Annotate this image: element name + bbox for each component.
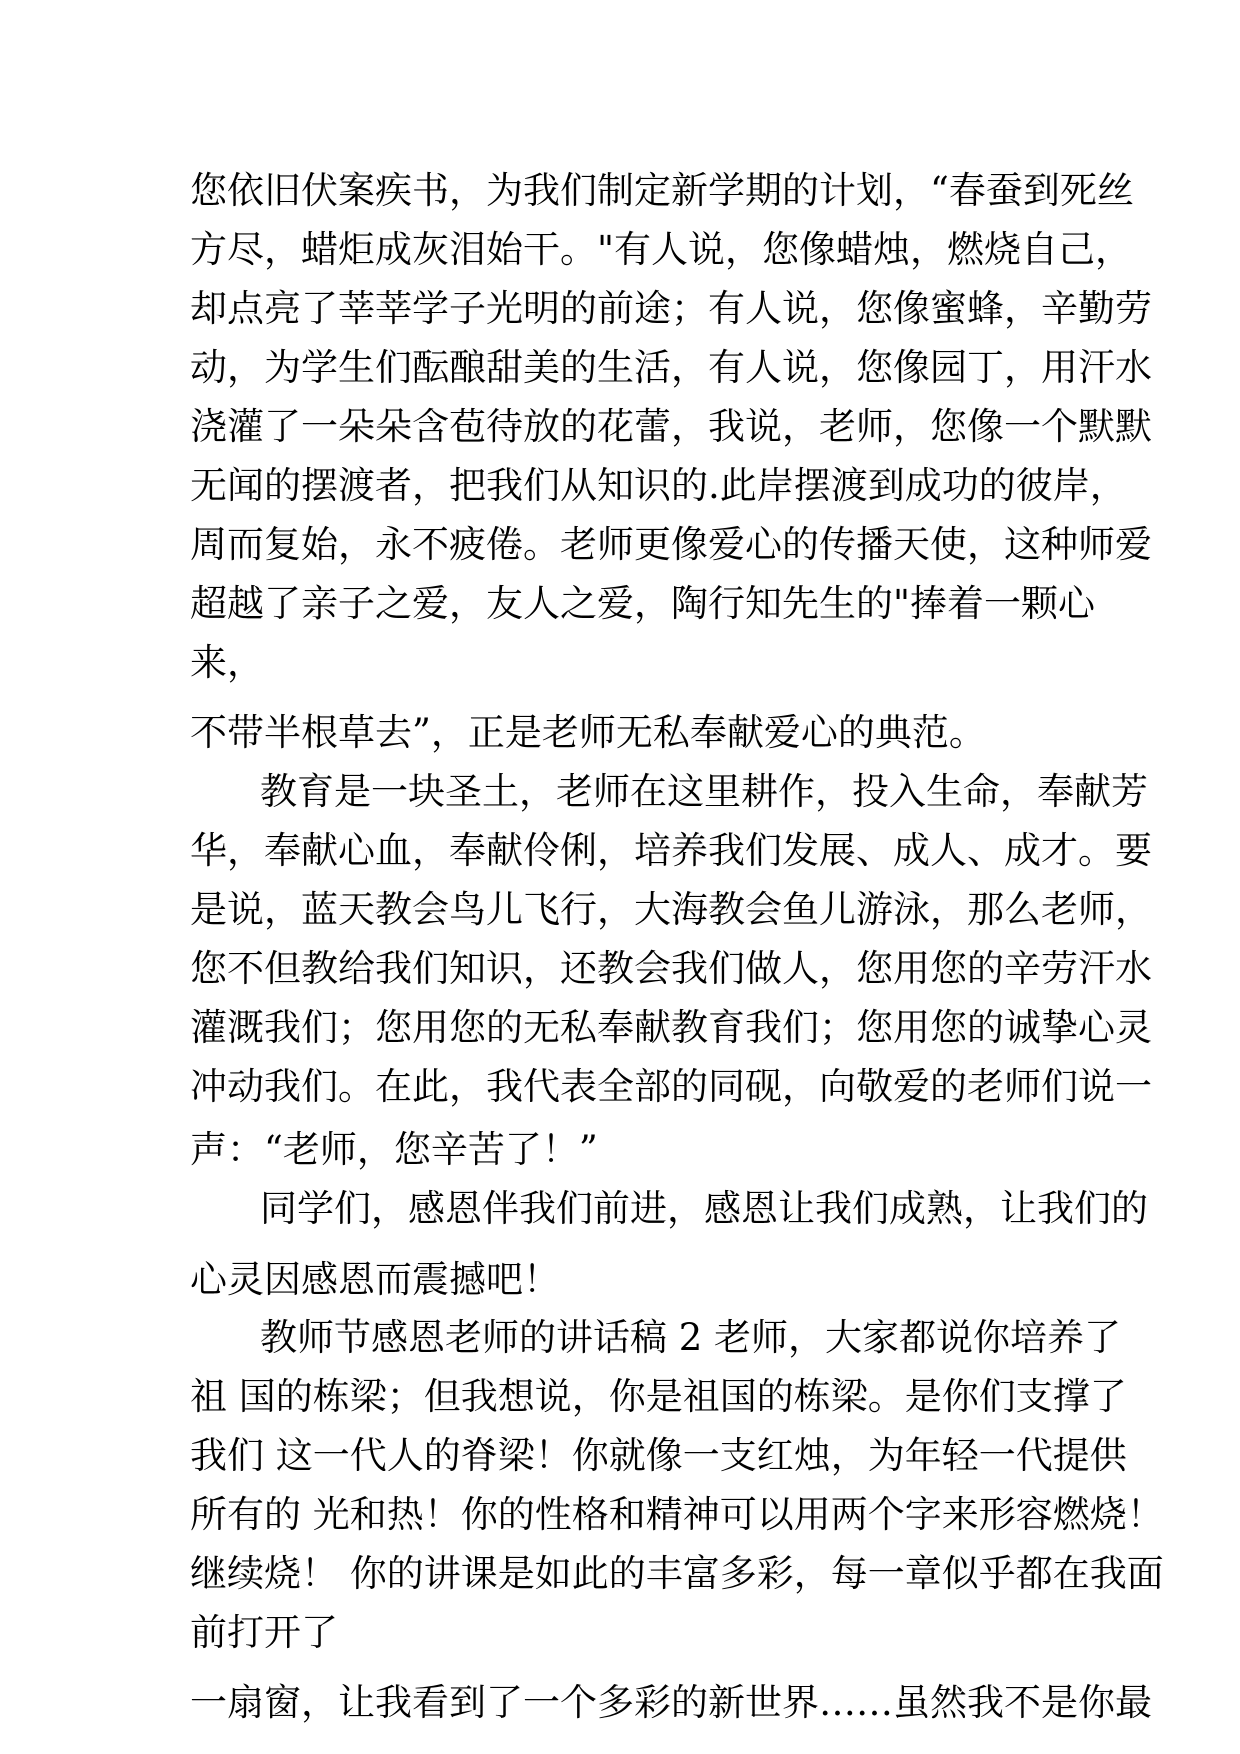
text-line: 超越了亲子之爱，友人之爱，陶行知先生的"捧着一颗心	[190, 582, 1096, 625]
text-line: 前打开了	[190, 1611, 338, 1654]
text-line: 冲动我们。在此，我代表全部的同砚，向敬爱的老师们说一	[190, 1065, 1152, 1108]
text-line: 不带半根草去”，正是老师无私奉献爱心的典范。	[190, 711, 986, 754]
text-line: 动，为学生们酝酿甜美的生活，有人说，您像园丁，用汗水	[190, 346, 1152, 389]
text-line: 却点亮了莘莘学子光明的前途；有人说，您像蜜蜂，辛勤劳	[190, 287, 1152, 330]
paragraph-first-line: 同学们，感恩伴我们前进，感恩让我们成熟，让我们的	[260, 1187, 1148, 1230]
text-line: 浇灌了一朵朵含苞待放的花蕾，我说，老师，您像一个默默	[190, 405, 1152, 448]
paragraph-first-line: 教育是一块圣土，老师在这里耕作，投入生命，奉献芳	[260, 770, 1148, 813]
text-line: 所有的 光和热！你的性格和精神可以用两个字来形容燃烧！	[190, 1493, 1164, 1536]
text-line: 周而复始，永不疲倦。老师更像爱心的传播天使，这种师爱	[190, 523, 1152, 566]
text-line: 您依旧伏案疾书，为我们制定新学期的计划，“春蚕到死丝	[190, 169, 1134, 212]
text-line: 声：“老师，您辛苦了！”	[190, 1128, 598, 1171]
text-line: 心灵因感恩而震撼吧！	[190, 1258, 560, 1301]
paragraph-first-line: 教师节感恩老师的讲话稿 2 老师，大家都说你培养了	[260, 1316, 1122, 1359]
text-line: 我们 这一代人的脊梁！你就像一支红烛，为年轻一代提供	[190, 1434, 1127, 1477]
text-line: 继续烧！ 你的讲课是如此的丰富多彩，每一章似乎都在我面	[190, 1552, 1164, 1595]
text-line: 是说，蓝天教会鸟儿飞行，大海教会鱼儿游泳，那么老师，	[190, 888, 1152, 931]
text-line: 来，	[190, 641, 264, 684]
text-line: 一扇窗，让我看到了一个多彩的新世界……虽然我不是你最	[190, 1681, 1152, 1724]
text-line: 灌溉我们；您用您的无私奉献教育我们；您用您的诚挚心灵	[190, 1006, 1152, 1049]
text-line: 华，奉献心血，奉献伶俐，培养我们发展、成人、成才。要	[190, 829, 1152, 872]
text-line: 方尽，蜡炬成灰泪始干。"有人说，您像蜡烛，燃烧自己，	[190, 228, 1133, 271]
text-line: 您不但教给我们知识，还教会我们做人，您用您的辛劳汗水	[190, 947, 1152, 990]
text-line: 祖 国的栋梁；但我想说，你是祖国的栋梁。是你们支撑了	[190, 1375, 1127, 1418]
text-line: 无闻的摆渡者，把我们从知识的.此岸摆渡到成功的彼岸，	[190, 464, 1127, 507]
